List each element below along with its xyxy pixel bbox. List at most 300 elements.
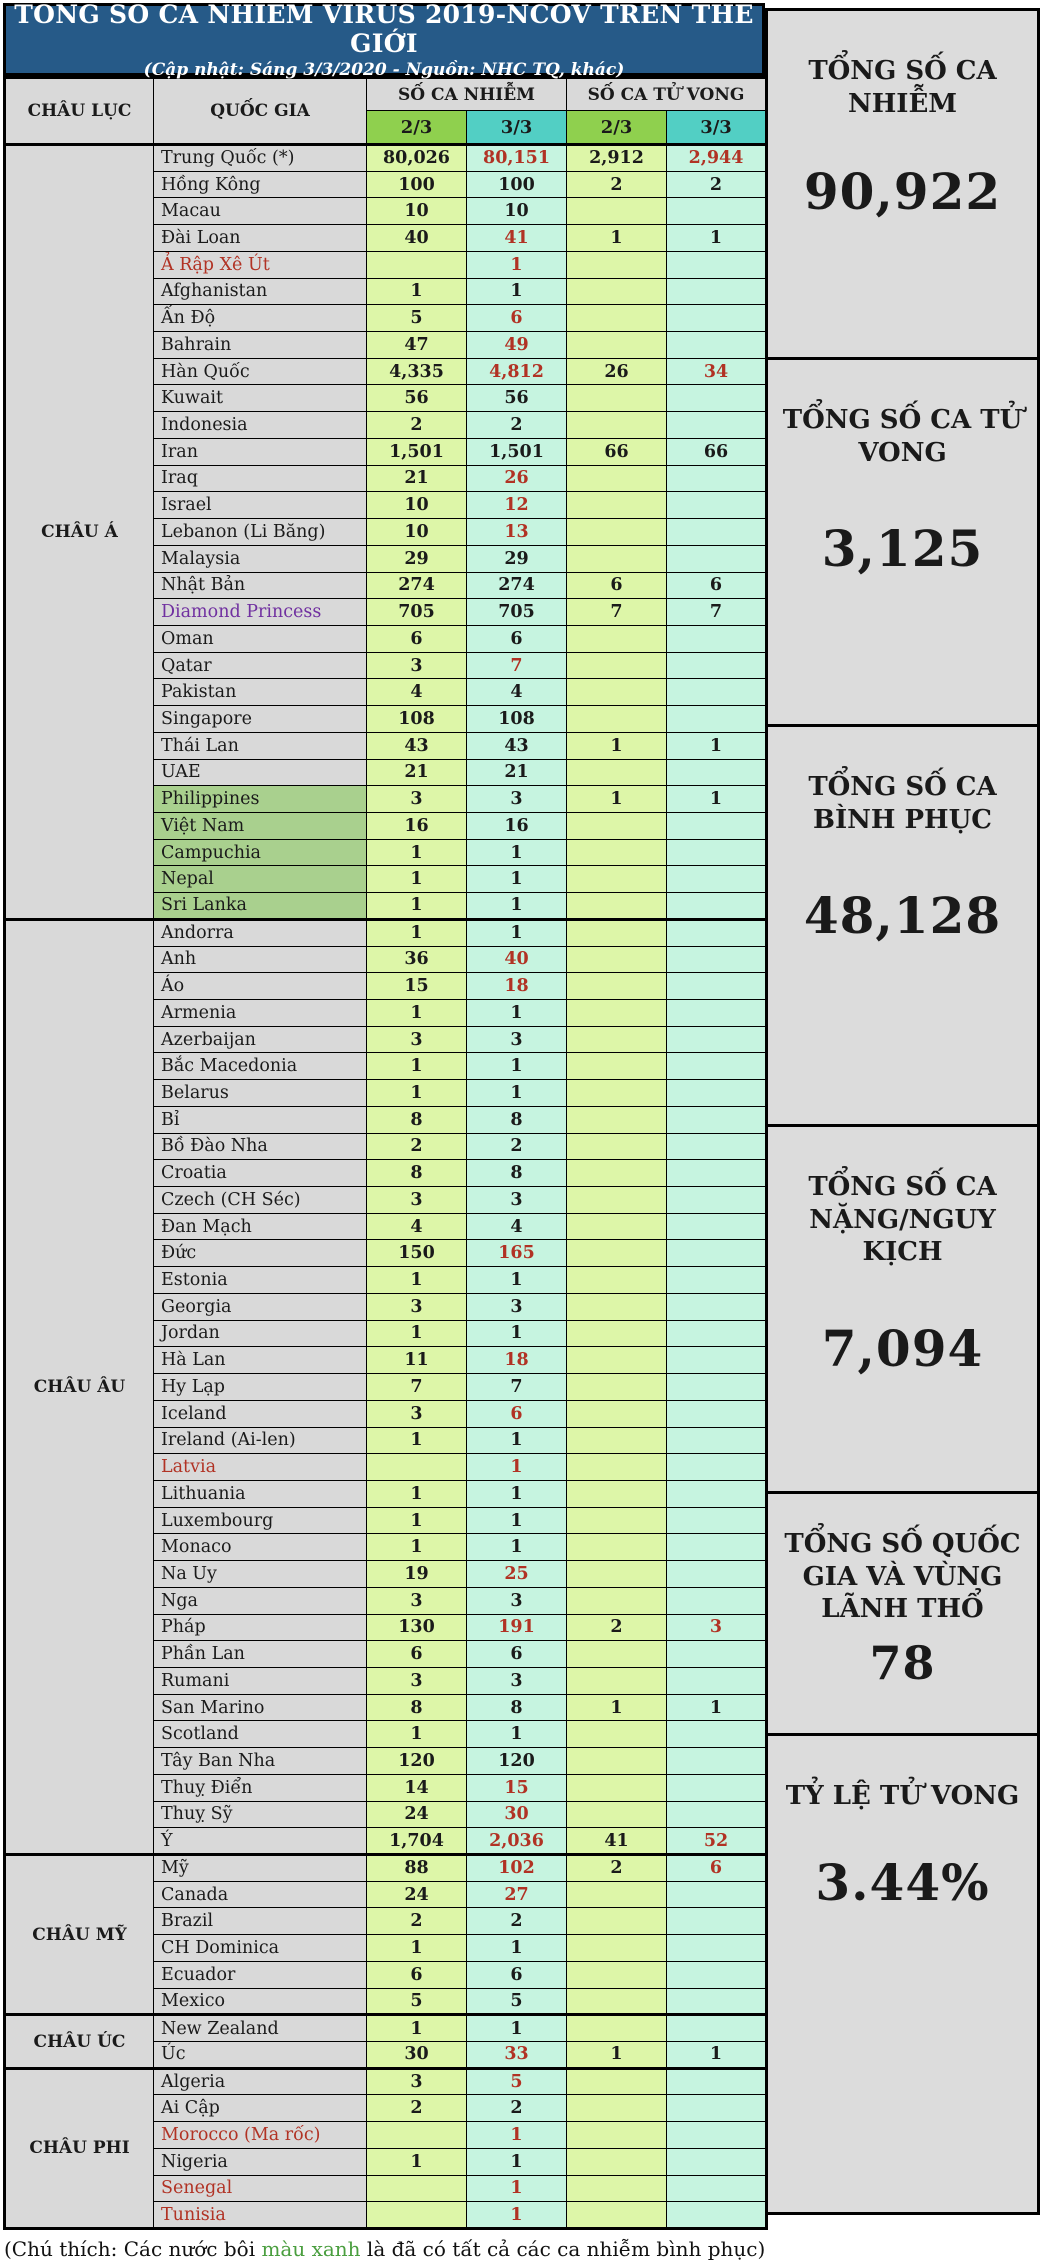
country-name-cell: Hà Lan: [154, 1347, 367, 1374]
infected-count-cell: 8: [367, 1106, 467, 1133]
country-name-cell: Ý: [154, 1828, 367, 1855]
panel-value: 48,128: [803, 886, 1002, 945]
country-name-cell: Đài Loan: [154, 225, 367, 252]
infected-count-cell: 1: [367, 2015, 467, 2042]
death-count-cell: [567, 2175, 667, 2202]
death-count-cell: [567, 251, 667, 278]
infected-count-cell: 1: [467, 1454, 567, 1481]
infected-count-cell: 3: [367, 1400, 467, 1427]
infected-count-cell: 21: [467, 759, 567, 786]
infected-count-cell: 8: [467, 1160, 567, 1187]
death-count-cell: [667, 1374, 767, 1401]
death-count-cell: [567, 1320, 667, 1347]
infected-count-cell: 2: [467, 412, 567, 439]
death-count-cell: [567, 545, 667, 572]
infected-count-cell: 49: [467, 332, 567, 359]
country-column-header: QUỐC GIA: [154, 78, 367, 145]
death-count-cell: [567, 1587, 667, 1614]
death-count-cell: 1: [567, 732, 667, 759]
infected-count-cell: 1: [467, 1507, 567, 1534]
infected-count-cell: 705: [367, 599, 467, 626]
death-count-cell: [667, 1320, 767, 1347]
infected-count-cell: 1: [467, 1480, 567, 1507]
country-name-cell: Estonia: [154, 1267, 367, 1294]
death-count-cell: [667, 1347, 767, 1374]
country-name-cell: Luxembourg: [154, 1507, 367, 1534]
country-name-cell: Bỉ: [154, 1106, 367, 1133]
country-name-cell: Malaysia: [154, 545, 367, 572]
country-name-cell: Canada: [154, 1881, 367, 1908]
death-count-cell: 1: [667, 2042, 767, 2069]
infected-count-cell: 1: [367, 1000, 467, 1027]
panel-total-deaths: [765, 357, 1040, 727]
infected-count-cell: 47: [367, 332, 467, 359]
death-count-cell: [667, 1026, 767, 1053]
death-count-cell: 3: [667, 1614, 767, 1641]
country-name-cell: CH Dominica: [154, 1935, 367, 1962]
title-banner: [3, 0, 765, 80]
infected-count-cell: 40: [467, 946, 567, 973]
table-column: [3, 0, 765, 2230]
infected-count-cell: 1: [367, 893, 467, 920]
death-count-cell: 6: [667, 1855, 767, 1882]
death-count-cell: [667, 1133, 767, 1160]
infected-count-cell: 102: [467, 1855, 567, 1882]
continent-label: CHÂU ÚC: [5, 2015, 154, 2068]
country-name-cell: UAE: [154, 759, 367, 786]
death-count-cell: [567, 1213, 667, 1240]
death-count-cell: [667, 2175, 767, 2202]
country-name-cell: Andorra: [154, 919, 367, 946]
death-count-cell: [567, 2148, 667, 2175]
infected-count-cell: 100: [467, 171, 567, 198]
death-count-cell: [667, 1454, 767, 1481]
infected-count-cell: 1,704: [367, 1828, 467, 1855]
death-count-cell: [567, 1561, 667, 1588]
death-count-cell: [567, 1480, 667, 1507]
infected-count-cell: 108: [367, 706, 467, 733]
continent-label: CHÂU Á: [5, 145, 154, 920]
death-count-cell: 1: [567, 225, 667, 252]
death-count-cell: 1: [567, 786, 667, 813]
infected-count-cell: 1: [367, 1320, 467, 1347]
country-name-cell: Nigeria: [154, 2148, 367, 2175]
death-count-cell: 1: [567, 1694, 667, 1721]
country-name-cell: Tunisia: [154, 2202, 367, 2229]
death-count-cell: [667, 1748, 767, 1775]
death-count-cell: 2,912: [567, 145, 667, 172]
country-name-cell: Bắc Macedonia: [154, 1053, 367, 1080]
death-count-cell: [567, 1240, 667, 1267]
death-count-cell: 6: [567, 572, 667, 599]
death-count-cell: [667, 1507, 767, 1534]
death-count-cell: [567, 1187, 667, 1214]
infected-count-cell: [367, 2122, 467, 2149]
death-count-cell: [667, 1080, 767, 1107]
panel-title: TỶ LỆ TỬ VONG: [785, 1781, 1020, 1811]
country-name-cell: Thái Lan: [154, 732, 367, 759]
infected-count-cell: 4: [467, 1213, 567, 1240]
infected-count-cell: 3: [467, 1587, 567, 1614]
death-count-cell: 66: [667, 438, 767, 465]
infected-count-cell: 1,501: [467, 438, 567, 465]
infected-count-cell: 1: [467, 1427, 567, 1454]
death-count-cell: [567, 1801, 667, 1828]
infected-count-cell: 27: [467, 1881, 567, 1908]
country-name-cell: Iceland: [154, 1400, 367, 1427]
country-name-cell: Sri Lanka: [154, 893, 367, 920]
infected-count-cell: 24: [367, 1801, 467, 1828]
infected-count-cell: 3: [467, 786, 567, 813]
death-count-cell: [667, 759, 767, 786]
infected-count-cell: 1: [367, 1721, 467, 1748]
death-count-cell: [667, 866, 767, 893]
infected-count-cell: 2,036: [467, 1828, 567, 1855]
death-count-cell: [667, 1561, 767, 1588]
death-count-cell: [667, 1293, 767, 1320]
infected-count-cell: 100: [367, 171, 467, 198]
death-count-cell: [567, 1106, 667, 1133]
infected-count-cell: 191: [467, 1614, 567, 1641]
death-count-cell: [567, 1534, 667, 1561]
infected-count-cell: 1: [367, 1534, 467, 1561]
panel-value: 7,094: [821, 1318, 984, 1378]
infected-count-cell: 56: [367, 385, 467, 412]
infected-count-cell: 1: [467, 893, 567, 920]
death-count-cell: 2: [567, 1614, 667, 1641]
infected-count-cell: 6: [367, 625, 467, 652]
country-name-cell: Croatia: [154, 1160, 367, 1187]
deaths-date-2-header: 3/3: [667, 111, 767, 145]
death-count-cell: 7: [667, 599, 767, 626]
infected-date-1-header: 2/3: [367, 111, 467, 145]
table-row: [5, 2015, 767, 2042]
death-count-cell: [667, 1587, 767, 1614]
infected-count-cell: 6: [467, 1400, 567, 1427]
panel-total-recovered: [765, 724, 1040, 1127]
panel-title: TỔNG SỐ CA NẶNG/NGUY KỊCH: [808, 1172, 997, 1267]
death-count-cell: [667, 1908, 767, 1935]
country-name-cell: Lebanon (Li Băng): [154, 519, 367, 546]
country-name-cell: Tây Ban Nha: [154, 1748, 367, 1775]
death-count-cell: [567, 198, 667, 225]
country-name-cell: Pakistan: [154, 679, 367, 706]
infected-count-cell: 2: [367, 2095, 467, 2122]
country-name-cell: Czech (CH Séc): [154, 1187, 367, 1214]
infected-count-cell: 1: [367, 1935, 467, 1962]
infected-count-cell: 16: [367, 812, 467, 839]
panel-title: TỔNG SỐ QUỐC GIA VÀ VÙNG LÃNH THỔ: [784, 1529, 1021, 1624]
death-count-cell: [567, 1427, 667, 1454]
country-name-cell: Việt Nam: [154, 812, 367, 839]
death-count-cell: [667, 1427, 767, 1454]
death-count-cell: [667, 305, 767, 332]
death-count-cell: [667, 1961, 767, 1988]
infected-count-cell: 3: [467, 1187, 567, 1214]
country-name-cell: Qatar: [154, 652, 367, 679]
infected-count-cell: 10: [367, 492, 467, 519]
country-name-cell: Iraq: [154, 465, 367, 492]
infected-count-cell: 10: [467, 198, 567, 225]
infected-count-cell: 8: [367, 1694, 467, 1721]
infected-count-cell: 21: [367, 465, 467, 492]
death-count-cell: [667, 412, 767, 439]
country-name-cell: Jordan: [154, 1320, 367, 1347]
death-count-cell: [667, 1000, 767, 1027]
death-count-cell: [567, 946, 667, 973]
death-count-cell: [667, 1187, 767, 1214]
infected-count-cell: 25: [467, 1561, 567, 1588]
infected-count-cell: 26: [467, 465, 567, 492]
infected-count-cell: 1: [467, 1267, 567, 1294]
country-name-cell: Đan Mạch: [154, 1213, 367, 1240]
panel-title: TỔNG SỐ CA TỬ VONG: [782, 405, 1023, 468]
infected-count-cell: 4: [367, 679, 467, 706]
infected-count-cell: 1: [367, 1507, 467, 1534]
country-name-cell: New Zealand: [154, 2015, 367, 2042]
death-count-cell: 34: [667, 358, 767, 385]
legend-note-prefix: (Chú thích: Các nước bôi: [4, 2237, 262, 2262]
country-name-cell: Bahrain: [154, 332, 367, 359]
country-name-cell: Phần Lan: [154, 1641, 367, 1668]
country-name-cell: Bồ Đào Nha: [154, 1133, 367, 1160]
infected-count-cell: 43: [367, 732, 467, 759]
infected-count-cell: 8: [467, 1106, 567, 1133]
infected-count-cell: 120: [467, 1748, 567, 1775]
country-name-cell: Ecuador: [154, 1961, 367, 1988]
death-count-cell: [567, 1721, 667, 1748]
death-count-cell: 1: [667, 1694, 767, 1721]
table-row: [5, 1855, 767, 1882]
infected-count-cell: 88: [367, 1855, 467, 1882]
infected-count-cell: 1: [467, 1935, 567, 1962]
infected-count-cell: 2: [467, 2095, 567, 2122]
death-count-cell: [567, 385, 667, 412]
death-count-cell: [667, 1721, 767, 1748]
infected-count-cell: 6: [467, 625, 567, 652]
infected-count-cell: 30: [467, 1801, 567, 1828]
infected-count-cell: 1: [367, 2148, 467, 2175]
death-count-cell: [567, 919, 667, 946]
death-count-cell: [567, 1400, 667, 1427]
infected-count-cell: 274: [467, 572, 567, 599]
death-count-cell: [567, 1053, 667, 1080]
country-name-cell: Lithuania: [154, 1480, 367, 1507]
infected-date-2-header: 3/3: [467, 111, 567, 145]
infected-count-cell: 30: [367, 2042, 467, 2069]
infected-column-header: SỐ CA NHIỄM: [367, 78, 567, 111]
infected-count-cell: 80,026: [367, 145, 467, 172]
death-count-cell: 2: [667, 171, 767, 198]
death-count-cell: [667, 839, 767, 866]
death-count-cell: 52: [667, 1828, 767, 1855]
infected-count-cell: 7: [467, 652, 567, 679]
infected-count-cell: 5: [367, 1988, 467, 2015]
infected-count-cell: [367, 2202, 467, 2229]
table-row: [5, 919, 767, 946]
country-name-cell: Hàn Quốc: [154, 358, 367, 385]
death-count-cell: [567, 1347, 667, 1374]
death-count-cell: [567, 1507, 667, 1534]
death-count-cell: 6: [667, 572, 767, 599]
death-count-cell: [567, 973, 667, 1000]
death-count-cell: [667, 1240, 767, 1267]
table-header: [5, 78, 767, 145]
country-name-cell: Macau: [154, 198, 367, 225]
infected-count-cell: 120: [367, 1748, 467, 1775]
infected-count-cell: 11: [367, 1347, 467, 1374]
death-count-cell: 2,944: [667, 145, 767, 172]
infected-count-cell: 16: [467, 812, 567, 839]
infected-count-cell: 1: [367, 839, 467, 866]
table-row: [5, 2068, 767, 2095]
country-name-cell: Singapore: [154, 706, 367, 733]
panel-value: 90,922: [803, 162, 1002, 221]
death-count-cell: [567, 278, 667, 305]
country-name-cell: Algeria: [154, 2068, 367, 2095]
panel-value: 3.44%: [815, 1852, 990, 1912]
infected-count-cell: 1: [467, 1053, 567, 1080]
infected-count-cell: 1: [467, 1000, 567, 1027]
death-count-cell: [567, 1000, 667, 1027]
country-name-cell: Ả Rập Xê Út: [154, 251, 367, 278]
country-name-cell: Monaco: [154, 1534, 367, 1561]
death-count-cell: [667, 946, 767, 973]
country-name-cell: Indonesia: [154, 412, 367, 439]
death-count-cell: [667, 2015, 767, 2042]
death-count-cell: [567, 1267, 667, 1294]
infected-count-cell: 13: [467, 519, 567, 546]
death-count-cell: [667, 1213, 767, 1240]
infected-count-cell: 1,501: [367, 438, 467, 465]
country-name-cell: Hy Lạp: [154, 1374, 367, 1401]
continent-label: CHÂU MỸ: [5, 1855, 154, 2015]
country-name-cell: Philippines: [154, 786, 367, 813]
death-count-cell: [567, 1454, 667, 1481]
infected-count-cell: 274: [367, 572, 467, 599]
death-count-cell: [667, 251, 767, 278]
death-count-cell: [667, 1988, 767, 2015]
table-row: [5, 145, 767, 172]
infected-count-cell: 1: [367, 1080, 467, 1107]
infected-count-cell: 6: [467, 1961, 567, 1988]
infected-count-cell: 3: [467, 1026, 567, 1053]
death-count-cell: [667, 1667, 767, 1694]
death-count-cell: [567, 412, 667, 439]
death-count-cell: [567, 1293, 667, 1320]
death-count-cell: [667, 625, 767, 652]
death-count-cell: 1: [667, 225, 767, 252]
country-name-cell: Trung Quốc (*): [154, 145, 367, 172]
death-count-cell: [667, 893, 767, 920]
country-name-cell: Israel: [154, 492, 367, 519]
legend-note-green-term: màu xanh: [261, 2237, 361, 2262]
infected-count-cell: 2: [367, 1908, 467, 1935]
infected-count-cell: 56: [467, 385, 567, 412]
death-count-cell: [667, 1106, 767, 1133]
infected-count-cell: 1: [467, 866, 567, 893]
infected-count-cell: 3: [367, 1293, 467, 1320]
panel-death-rate: [765, 1733, 1040, 2215]
infected-count-cell: 5: [367, 305, 467, 332]
death-count-cell: [667, 385, 767, 412]
infected-count-cell: 1: [367, 278, 467, 305]
death-count-cell: [567, 866, 667, 893]
infected-count-cell: 24: [367, 1881, 467, 1908]
panel-value: 3,125: [821, 519, 984, 578]
infected-count-cell: 130: [367, 1614, 467, 1641]
death-count-cell: [567, 1374, 667, 1401]
death-count-cell: [567, 1160, 667, 1187]
deaths-date-1-header: 2/3: [567, 111, 667, 145]
death-count-cell: [567, 679, 667, 706]
infected-count-cell: 3: [367, 652, 467, 679]
infected-count-cell: 3: [367, 786, 467, 813]
death-count-cell: [667, 1160, 767, 1187]
death-count-cell: [567, 759, 667, 786]
death-count-cell: [667, 332, 767, 359]
infected-count-cell: 1: [367, 1053, 467, 1080]
death-count-cell: [567, 2122, 667, 2149]
infected-count-cell: 4: [367, 1213, 467, 1240]
panel-total-infected: [765, 8, 1040, 360]
death-count-cell: [567, 652, 667, 679]
infected-count-cell: 1: [467, 1534, 567, 1561]
infected-count-cell: 10: [367, 198, 467, 225]
death-count-cell: [567, 1961, 667, 1988]
deaths-column-header: SỐ CA TỬ VONG: [567, 78, 767, 111]
infected-count-cell: 15: [367, 973, 467, 1000]
infected-count-cell: 2: [367, 412, 467, 439]
death-count-cell: [567, 1935, 667, 1962]
death-count-cell: [567, 332, 667, 359]
country-name-cell: Brazil: [154, 1908, 367, 1935]
infected-count-cell: 1: [467, 2148, 567, 2175]
death-count-cell: [667, 545, 767, 572]
death-count-cell: [567, 812, 667, 839]
infected-count-cell: 3: [367, 1667, 467, 1694]
infected-count-cell: 1: [467, 2122, 567, 2149]
infected-count-cell: 150: [367, 1240, 467, 1267]
death-count-cell: [667, 1641, 767, 1668]
infected-count-cell: 18: [467, 973, 567, 1000]
continent-column-header: CHÂU LỤC: [5, 78, 154, 145]
death-count-cell: 26: [567, 358, 667, 385]
country-name-cell: Kuwait: [154, 385, 367, 412]
death-count-cell: [667, 973, 767, 1000]
infected-count-cell: 6: [467, 305, 567, 332]
legend-note: [0, 2237, 1043, 2261]
infected-count-cell: 1: [467, 839, 567, 866]
death-count-cell: 2: [567, 1855, 667, 1882]
infected-count-cell: 19: [367, 1561, 467, 1588]
infected-count-cell: 1: [467, 2015, 567, 2042]
infected-count-cell: 6: [467, 1641, 567, 1668]
infected-count-cell: 3: [367, 1026, 467, 1053]
country-name-cell: Georgia: [154, 1293, 367, 1320]
infected-count-cell: 12: [467, 492, 567, 519]
infected-count-cell: 1: [467, 1320, 567, 1347]
country-name-cell: Nga: [154, 1587, 367, 1614]
infected-count-cell: 5: [467, 2068, 567, 2095]
country-name-cell: Rumani: [154, 1667, 367, 1694]
death-count-cell: [567, 1908, 667, 1935]
panel-title: TỔNG SỐ CA BÌNH PHỤC: [808, 772, 997, 835]
infected-count-cell: 108: [467, 706, 567, 733]
death-count-cell: [567, 1988, 667, 2015]
infected-count-cell: 3: [367, 2068, 467, 2095]
summary-sidebar: [765, 8, 1040, 2215]
